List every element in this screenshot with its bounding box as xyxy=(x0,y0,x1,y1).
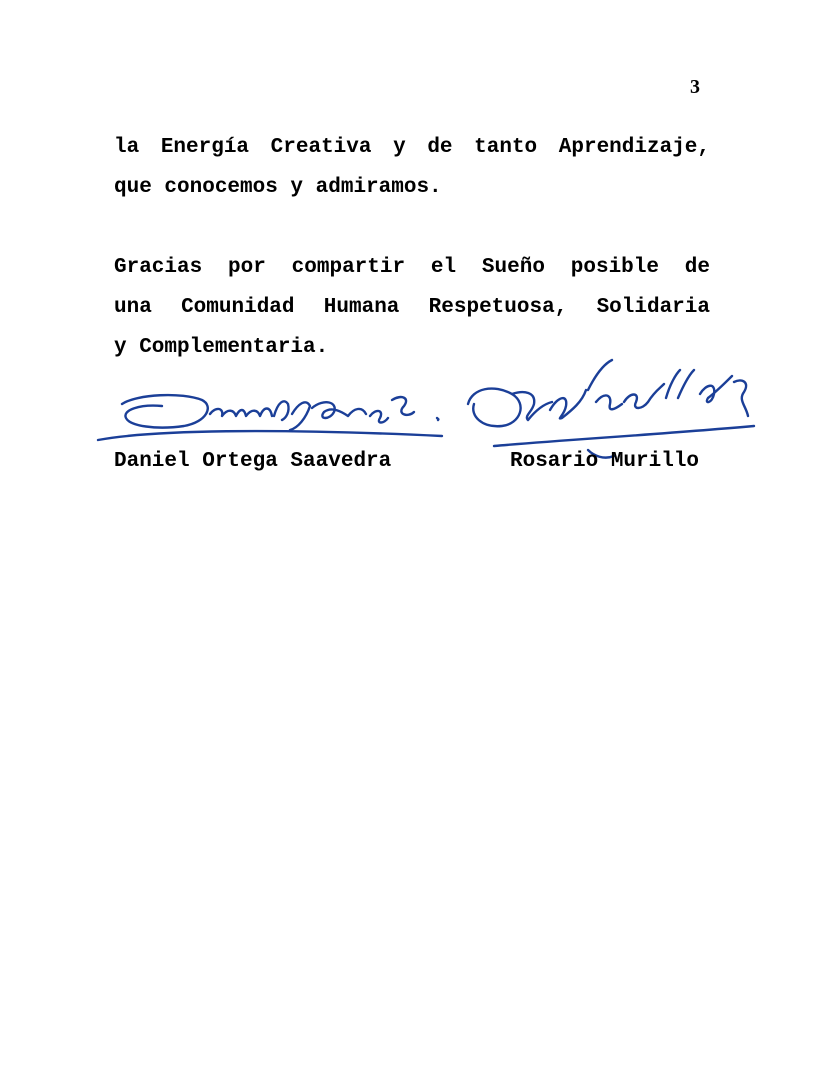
paragraph-line: una Comunidad Humana Respetuosa, Solidaria xyxy=(114,296,710,319)
signatory-name-rosario-murillo: Rosario Murillo xyxy=(510,450,700,473)
paragraph-line: Gracias por compartir el Sueño posible de xyxy=(114,256,710,279)
signatory-name-daniel-ortega: Daniel Ortega Saavedra xyxy=(114,450,392,473)
paragraph-line: la Energía Creativa y de tanto Aprendizaje, xyxy=(114,136,710,159)
paragraph-line: y Complementaria. xyxy=(114,336,329,359)
paragraph-line: que conocemos y admiramos. xyxy=(114,176,442,199)
page-number: 3 xyxy=(690,76,700,98)
signature-daniel-ortega xyxy=(92,378,452,450)
